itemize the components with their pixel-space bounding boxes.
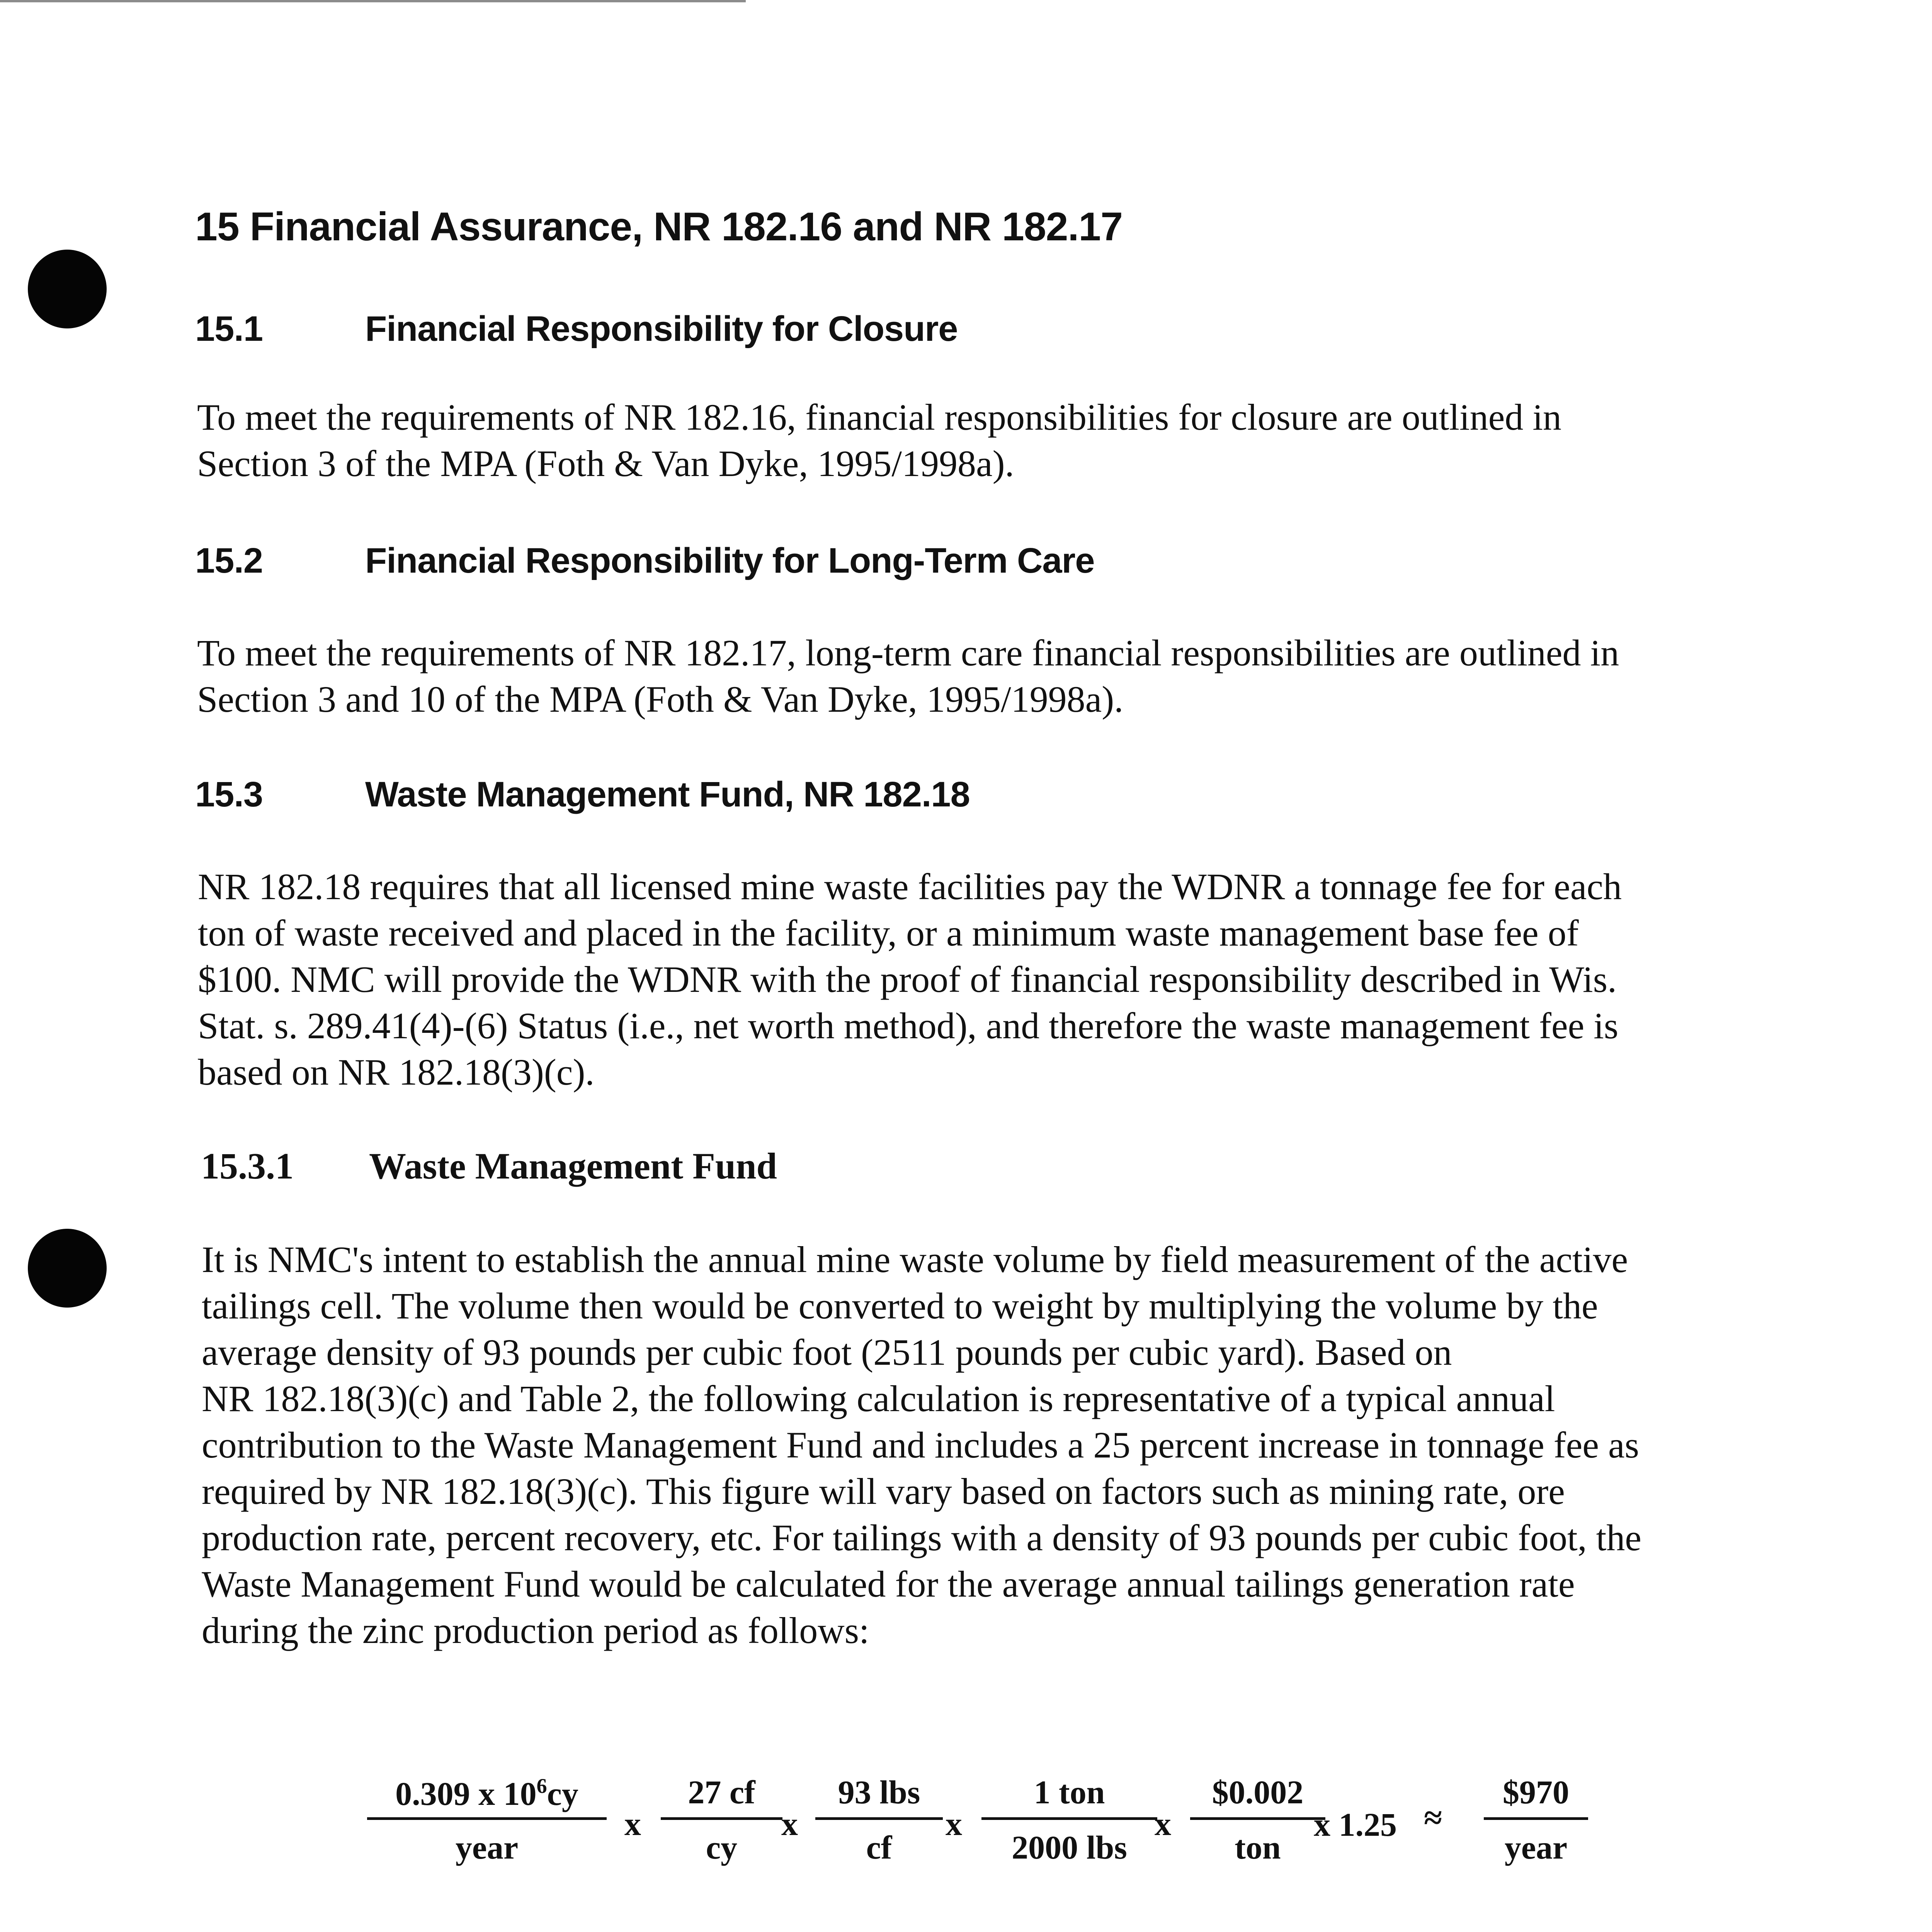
fraction-numerator [367, 1776, 607, 1812]
subsection-title: Waste Management Fund [369, 1145, 777, 1187]
section-number: 15.3 [195, 775, 263, 814]
fraction-numerator: 93 lbs [838, 1774, 920, 1811]
multiply-operator: x [946, 1805, 962, 1842]
top-scan-line [0, 0, 746, 2]
fee-rate-fraction [1190, 1776, 1325, 1868]
annual-volume-fraction [367, 1776, 607, 1868]
density-fraction [815, 1776, 943, 1868]
fraction-numerator: 1 ton [1034, 1774, 1105, 1811]
section-15-2-body: To meet the requirements of NR 182.17, long-term care financial responsibilities are outlined in Section 3 and 10 of the MPA (Foth & Van Dyke, 1995/1998a). [197, 632, 1619, 720]
chapter-title: 15 Financial Assurance, NR 182.16 and NR 182.17 [195, 204, 1123, 249]
numerator-suffix: cy [547, 1775, 578, 1812]
section-15-3-heading [195, 777, 970, 812]
middle-punch-hole [28, 1229, 107, 1308]
subsection-number: 15.3.1 [201, 1145, 294, 1187]
fraction-numerator: 27 cf [688, 1774, 755, 1811]
fraction-bar [661, 1817, 782, 1820]
fraction-bar [981, 1817, 1157, 1820]
waste-fund-calculation [367, 1776, 1627, 1888]
fraction-denominator: cy [706, 1829, 738, 1866]
section-15-1-heading [195, 311, 957, 347]
fraction-numerator: $0.002 [1212, 1774, 1304, 1811]
fraction-bar [1484, 1817, 1588, 1820]
multiplier-operator: x 1.25 [1314, 1806, 1397, 1843]
section-15-2-heading [195, 543, 1095, 578]
multiply-operator: x [781, 1805, 798, 1842]
section-title: Financial Responsibility for Closure [365, 309, 958, 349]
section-number: 15.2 [195, 541, 263, 580]
cubic-feet-fraction [661, 1776, 782, 1868]
multiply-operator: x [624, 1805, 641, 1842]
annual-result-fraction [1484, 1776, 1588, 1868]
fraction-bar [367, 1817, 607, 1820]
fraction-denominator: cf [866, 1829, 892, 1866]
section-title: Financial Responsibility for Long-Term Care [365, 541, 1095, 580]
section-15-1-body: To meet the requirements of NR 182.16, financial responsibilities for closure are outlined in Section 3 of the MPA (Foth & Van Dyke, 1995/1998a). [197, 396, 1561, 484]
fraction-denominator: 2000 lbs [1012, 1829, 1127, 1866]
ton-conversion-fraction [981, 1776, 1157, 1868]
numerator-prefix: 0.309 x 10 [395, 1775, 537, 1812]
section-number: 15.1 [195, 309, 263, 349]
subsection-15-3-1-body: It is NMC's intent to establish the annual mine waste volume by field measurement of the active tailings cell. The volume then would be converted to weight by multiplying the volume by the average density of 93 pounds per cubic foot (2511 pounds per cubic yard). Based on NR 182.18(3)(c) and Table 2, the following calculation is representative of a typical annual contribution to the Waste Management Fund and includes a 25 percent increase in tonnage fee as required by NR 182.18(3)(c). This figure will vary based on factors such as mining rate, ore production rate, percent recovery, etc. For tailings with a density of 93 pounds per cubic foot, the Waste Management Fund would be calculated for the average annual tailings generation rate during the zinc production period as follows: [202, 1239, 1641, 1651]
fraction-denominator: year [455, 1829, 519, 1866]
section-15-3-body: NR 182.18 requires that all licensed mine waste facilities pay the WDNR a tonnage fee for each ton of waste received and placed in the facility, or a minimum waste management base fee of $100. NMC will provide the WDNR with the proof of financial responsibility described in Wis. Stat. s. 289.41(4)-(6) Status (i.e., net worth method), and therefore the waste management fee is based on NR 182.18(3)(c). [198, 866, 1622, 1093]
top-punch-hole [28, 250, 107, 328]
fraction-bar [1190, 1817, 1325, 1820]
fraction-denominator: ton [1235, 1829, 1281, 1866]
exponent: 6 [536, 1774, 547, 1798]
fraction-bar [815, 1817, 943, 1820]
fraction-numerator: $970 [1503, 1774, 1569, 1811]
approximately-equal-symbol: ≈ [1424, 1799, 1442, 1836]
section-title: Waste Management Fund, NR 182.18 [365, 775, 970, 814]
multiply-operator: x [1155, 1805, 1171, 1842]
subsection-15-3-1-heading [201, 1145, 777, 1187]
fraction-denominator: year [1504, 1829, 1568, 1866]
